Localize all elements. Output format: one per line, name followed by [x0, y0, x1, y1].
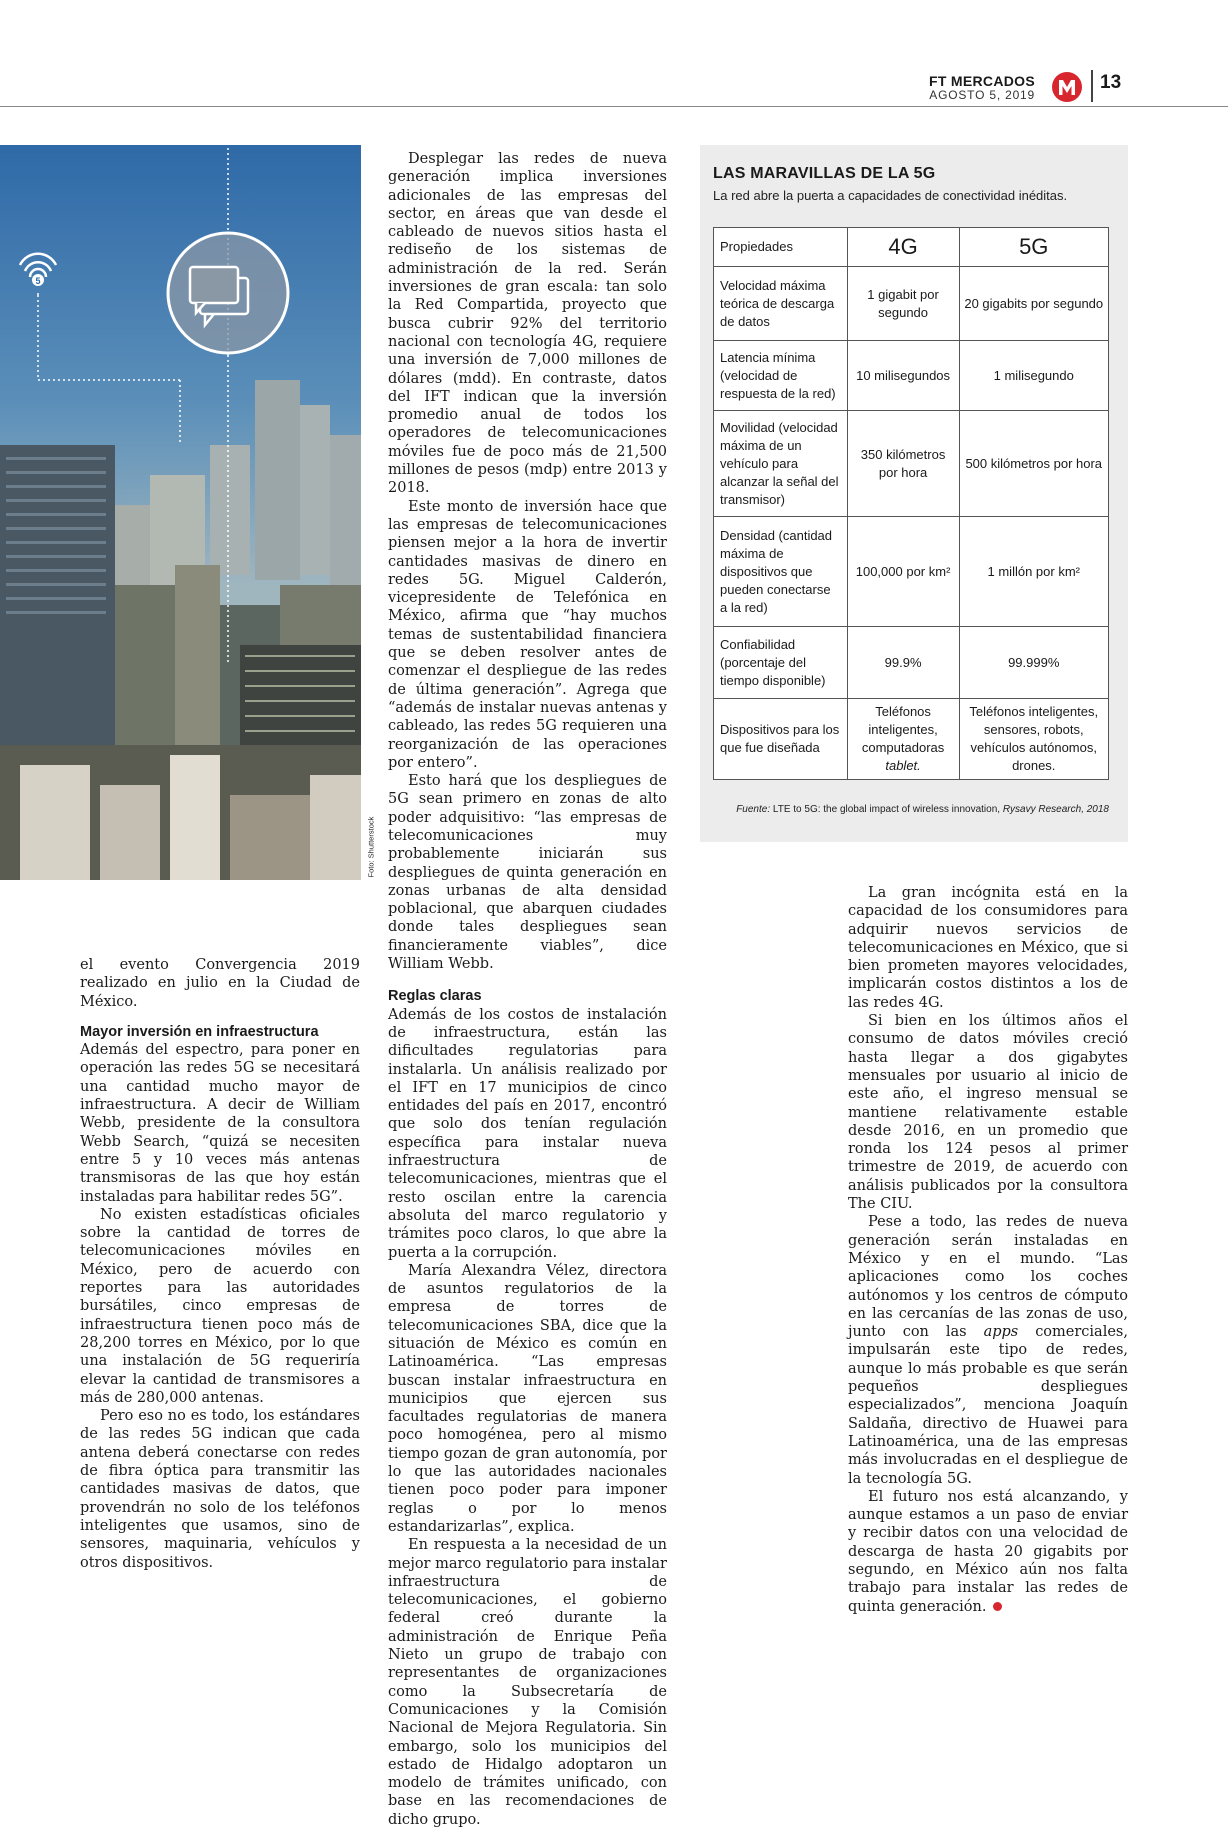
table-cell: Confiabilidad (porcentaje del tiempo disponible)	[714, 627, 848, 699]
paragraph: Pese a todo, las redes de nueva generación serán instaladas en México y en el mundo. “Las aplicaciones como los coches autónomos y los centros de cómputo en las cercanías de las zonas de uso, junto con las apps comerciales, impulsarán este tipo de redes, aunque lo más probable es que serán pequeños despliegues especializados”, menciona Joaquín Saldaña, directivo de Huawei para Latinoamérica, una de las empresas más involucradas en el despliegue de la tecnología 5G.	[848, 1214, 1128, 1487]
city-skyline-photo	[0, 145, 361, 880]
table-row	[714, 627, 1109, 699]
table-cell: 99.999%	[959, 627, 1109, 699]
subheading: Mayor inversión en infraestructura	[80, 1023, 319, 1040]
table-cell: Densidad (cantidad máxima de dispositivos que pueden conectarse a la red)	[714, 517, 848, 627]
table-cell: Latencia mínima (velocidad de respuesta de la red)	[714, 341, 848, 411]
table-row	[714, 267, 1109, 341]
text-column-2	[388, 150, 667, 1829]
paragraph: No existen estadísticas oficiales sobre la cantidad de torres de telecomunicaciones móviles en México, pero de acuerdo con reportes para las autoridades bursátiles, cinco empresas de infraestructura tienen poco más de 28,200 torres en México, por lo que una instalación de 5G requeriría elevar la cantidad de transmisores a más de 280,000 antenas.	[80, 1206, 360, 1406]
end-mark-icon	[993, 1602, 1002, 1611]
paragraph: La gran incógnita está en la capacidad de los consumidores para adquirir nuevos servicios de telecomunicaciones en México, que si bien prometen mayores velocidades, implicarán costos distintos a los de las redes 4G.	[848, 885, 1128, 1011]
table-row	[714, 699, 1109, 780]
comparison-table	[713, 227, 1109, 780]
chat-bubbles-icon	[168, 233, 288, 353]
paragraph: Desplegar las redes de nueva generación implica inversiones adicionales de las empresas del sector, en áreas que van desde el cableado de nuevos sitios hasta el rediseño de los sistemas de administración de la red. Serán inversiones de gran escala: tan solo la Red Compartida, proyecto que busca cubrir 92% del territorio nacional con tecnología 4G, requiere una inversión de 7,000 millones de dólares (mdd). En contraste, datos del IFT indican que la inversión promedio anual de todos los operadores de telecomunicaciones móviles fue de poco más de 21,500 millones de pesos (mdp) entre 2013 y 2018.	[388, 151, 667, 497]
table-cell: Velocidad máxima teórica de descarga de datos	[714, 267, 848, 341]
table-cell: 1 millón por km²	[959, 517, 1109, 627]
svg-text:5: 5	[35, 276, 41, 286]
subheading: Reglas claras	[388, 988, 482, 1005]
paragraph: Este monto de inversión hace que las empresas de telecomunicaciones piensen mejor a la hora de invertir cantidades masivas de dinero en redes 5G. Miguel Calderón, vicepresidente de Telefónica en México, afirma que “hay muchos temas de sustentabilidad financiera que se deben resolver antes de comenzar el despliegue de las redes de última generación”. Agrega que “además de instalar nuevas antenas y cableado, las redes 5G requieren una reorganización de las operaciones por entero”.	[388, 498, 667, 771]
column-header: Propiedades	[714, 228, 848, 267]
sidebar-title: LAS MARAVILLAS DE LA 5G	[713, 165, 936, 182]
table-cell: 350 kilómetros por hora	[847, 411, 959, 517]
paragraph: María Alexandra Vélez, directora de asuntos regulatorios de la empresa de torres de telecomunicaciones SBA, dice que la situación de México es común en Latinoamérica. “Las empresas buscan instalar infraestructura en municipios que ejercen sus facultades regulatorias de manera poco homogénea, pero al mismo tiempo gozan de gran autonomía, por lo que las autoridades nacionales tienen poco poder para imponer reglas o por lo menos estandarizarlas”, explica.	[388, 1262, 667, 1535]
header-rule	[0, 106, 1228, 107]
header-divider	[1091, 70, 1093, 102]
photo-credit: Foto: Shutterstock	[366, 816, 376, 878]
paragraph: Pero eso no es todo, los estándares de las redes 5G indican que cada antena deberá conectarse con redes de fibra óptica para transmitir las cantidades masivas de datos, que provendrán no solo de los teléfonos inteligentes que usamos, sino de sensores, maquinaria, vehículos y otros dispositivos.	[80, 1408, 360, 1571]
sidebar-box	[700, 145, 1128, 842]
column-header: 4G	[847, 228, 959, 267]
paragraph: Si bien en los últimos años el consumo de datos móviles creció hasta llegar a dos gigabytes mensuales por usuario al inicio de este año, el ingreso mensual se mantiene relativamente estable desde 2016, en un promedio que ronda los 124 pesos al primer trimestre de 2019, de acuerdo con análisis publicados por la consultora The CIU.	[848, 1013, 1128, 1213]
table-row	[714, 411, 1109, 517]
table-cell: Dispositivos para los que fue diseñada	[714, 699, 848, 780]
sidebar-subtitle: La red abre la puerta a capacidades de conectividad inéditas.	[713, 188, 1068, 203]
issue-date: AGOSTO 5, 2019	[929, 88, 1035, 102]
paragraph: Además del espectro, para poner en operación las redes 5G se necesitará una cantidad mucho mayor de infraestructura. A decir de William Webb, presidente de la consultora Webb Search, “quizá se necesiten entre 5 y 10 veces más antenas transmisoras de las que hoy están instaladas para habilitar redes 5G”.	[80, 1042, 360, 1205]
column-header: 5G	[959, 228, 1109, 267]
table-row	[714, 341, 1109, 411]
text-column-1	[80, 956, 360, 1572]
table-row	[714, 517, 1109, 627]
table-cell: Movilidad (velocidad máxima de un vehículo para alcanzar la señal del transmisor)	[714, 411, 848, 517]
table-cell: 10 milisegundos	[847, 341, 959, 411]
table-cell: 1 gigabit por segundo	[847, 267, 959, 341]
table-cell: 20 gigabits por segundo	[959, 267, 1109, 341]
paragraph: el evento Convergencia 2019 realizado en julio en la Ciudad de México.	[80, 957, 360, 1010]
table-cell: 1 milisegundo	[959, 341, 1109, 411]
section-name: FT MERCADOS	[929, 73, 1035, 89]
paragraph: En respuesta a la necesidad de un mejor marco regulatorio para instalar infraestructura de telecomunicaciones, el gobierno federal creó durante la administración de Enrique Peña Nieto un grupo de trabajo con representantes de organizaciones como la Subsecretaría de Comunicaciones y la Comisión Nacional de Mejora Regulatoria. Sin embargo, solo los municipios del estado de Hidalgo adoptaron un modelo de trámites unificado, con base en las recomendaciones de dicho grupo.	[388, 1537, 667, 1828]
table-cell: 500 kilómetros por hora	[959, 411, 1109, 517]
table-cell: Teléfonos inteligentes, computadoras tablet.	[847, 699, 959, 780]
table-cell: 100,000 por km²	[847, 517, 959, 627]
page-number: 13	[1100, 72, 1122, 93]
publication-logo	[1052, 72, 1082, 102]
paragraph: El futuro nos está alcanzando, y aunque estamos a un paso de enviar y recibir datos con una velocidad de descarga de hasta 20 gigabits por segundo, en México aún nos falta trabajo para instalar las redes de quinta generación.	[848, 1488, 1128, 1615]
table-cell: 99.9%	[847, 627, 959, 699]
table-cell: Teléfonos inteligentes, sensores, robots, vehículos autónomos, drones.	[959, 699, 1109, 780]
paragraph: Además de los costos de instalación de infraestructura, están las dificultades regulatorias para instalarla. Un análisis realizado por el IFT en 17 municipios de cinco entidades del país en 2017, encontró que solo dos tenían regulación específica para instalar nueva infraestructura de telecomunicaciones, mientras que el resto oscilan entre la carencia absoluta del marco regulatorio y trámites poco claros, lo que abre la puerta a la corrupción.	[388, 1006, 667, 1261]
source-note: Fuente: LTE to 5G: the global impact of wireless innovation, Rysavy Research, 2018	[736, 804, 1109, 815]
m-logo-icon	[1057, 78, 1077, 96]
text-column-3	[848, 884, 1128, 1616]
paragraph: Esto hará que los despliegues de 5G sean primero en zonas de alto poder adquisitivo: “las empresas de telecomunicaciones muy probablemente iniciarán sus despliegues de quinta generación en zonas urbanas de alta densidad poblacional, que abarquen ciudades donde tales despliegues sean financieramente viables”, dice William Webb.	[388, 773, 667, 973]
